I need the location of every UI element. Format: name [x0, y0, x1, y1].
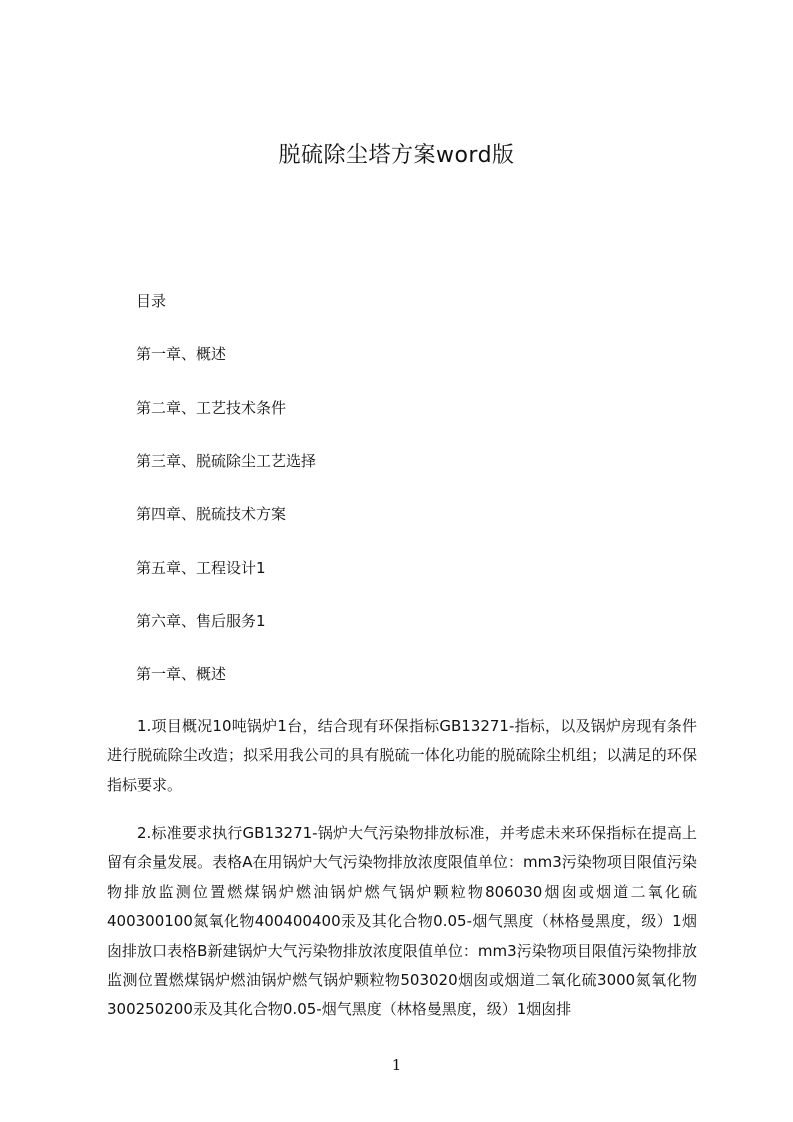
- toc-item-chapter-4: 第四章、脱硫技术方案: [136, 505, 287, 523]
- document-title: 脱硫除尘塔方案word版: [278, 143, 515, 168]
- chapter-heading: 第一章、概述: [136, 665, 227, 683]
- toc-item-chapter-2: 第二章、工艺技术条件: [136, 399, 287, 417]
- page-number: 1: [391, 1056, 402, 1074]
- toc-item-chapter-6: 第六章、售后服务1: [136, 612, 266, 630]
- paragraph-standard-requirements: 2.标准要求执行GB13271-锅炉大气污染物排放标准，并考虑未来环保指标在提高上留有余量发展。表格A在用锅炉大气污染物排放浓度限值单位：mm3污染物项目限值污染物排放监测位置燃煤锅炉燃油锅炉燃气锅炉颗粒物806030烟囱或烟道二氧化硫400300100氮氧化物400400400汞及其化合物0.05-烟气黑度（林格曼黑度，级）1烟囱排放口表格B新建锅炉大气污染物排放浓度限值单位：mm3污染物项目限值污染物排放监测位置燃煤锅炉燃油锅炉燃气锅炉颗粒物503020烟囱或烟道二氧化硫3000氮氧化物300250200汞及其化合物0.05-烟气黑度（林格曼黑度，级）1烟囱排: [107, 824, 697, 1019]
- toc-item-chapter-5: 第五章、工程设计1: [136, 559, 266, 577]
- toc-heading: 目录: [136, 292, 167, 310]
- paragraph-project-overview: 1.项目概况10吨锅炉1台，结合现有环保指标GB13271-指标，以及锅炉房现有条件进行脱硫除尘改造；拟采用我公司的具有脱硫一体化功能的脱硫除尘机组；以满足的环保指标要求。: [107, 717, 697, 794]
- toc-item-chapter-1: 第一章、概述: [136, 345, 227, 363]
- toc-item-chapter-3: 第三章、脱硫除尘工艺选择: [136, 452, 317, 470]
